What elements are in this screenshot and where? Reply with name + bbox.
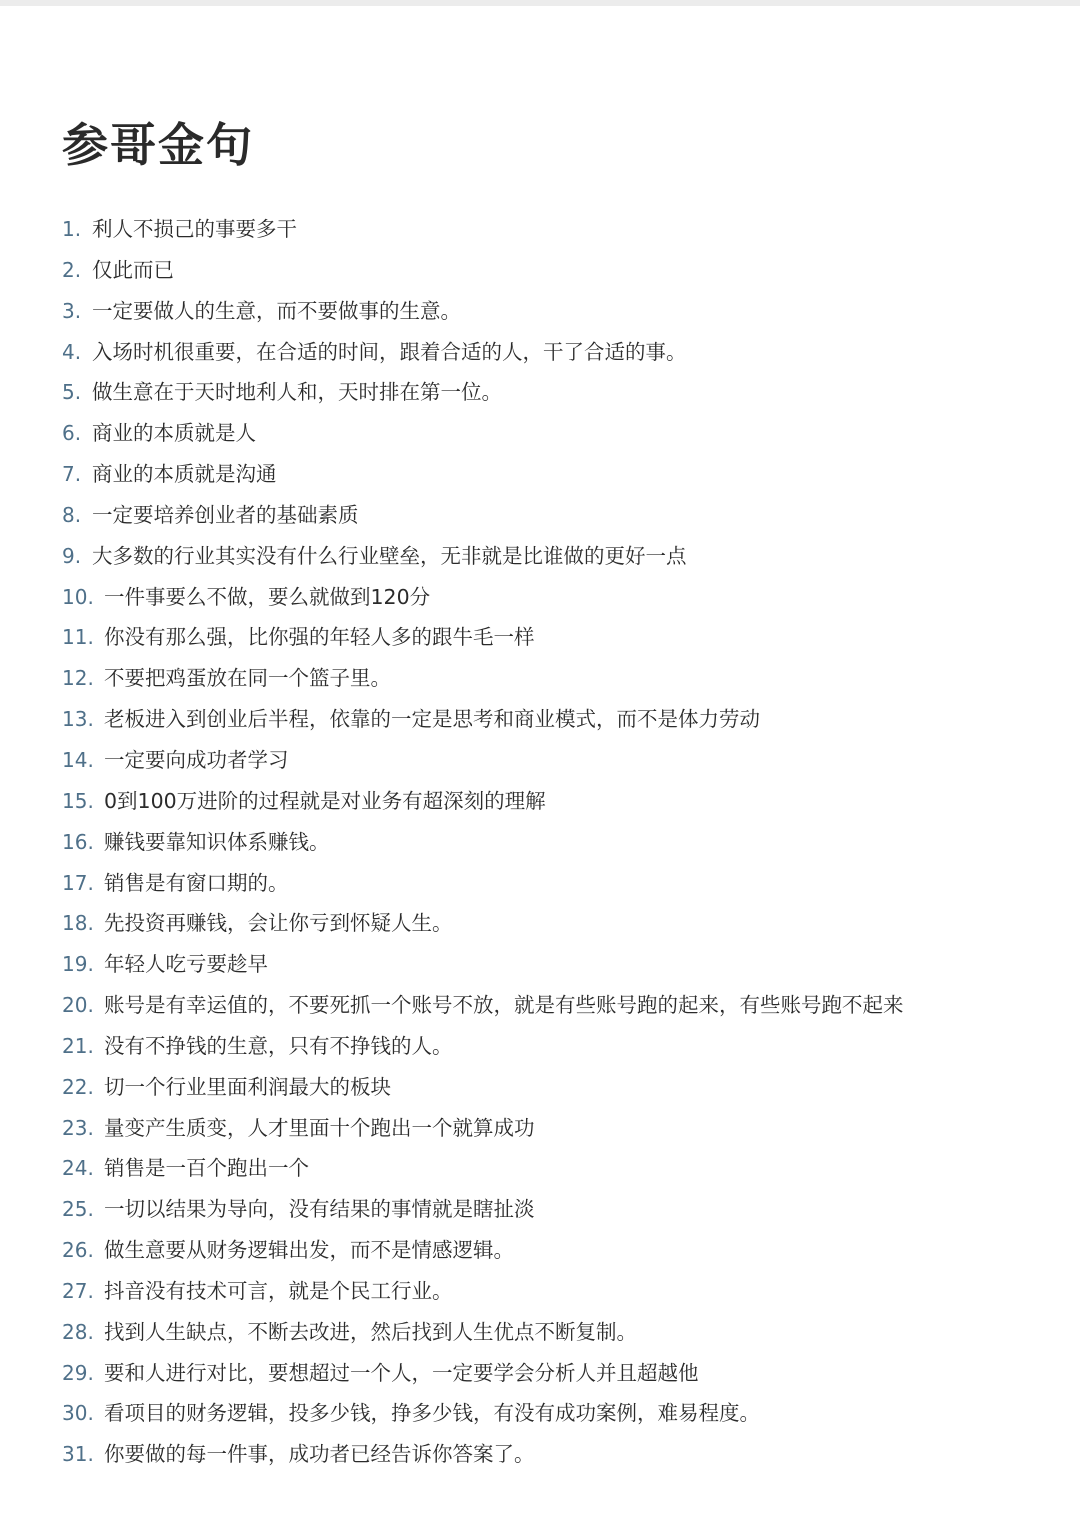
quote-text: 入场时机很重要，在合适的时间，跟着合适的人，干了合适的事。 — [92, 339, 687, 364]
quote-text: 一定要培养创业者的基础素质 — [92, 502, 359, 527]
quote-text: 0到100万进阶的过程就是对业务有超深刻的理解 — [104, 788, 546, 813]
page-title: 参哥金句 — [62, 118, 254, 172]
quote-number: 20. — [62, 993, 94, 1018]
quote-number: 21. — [62, 1033, 94, 1058]
quote-number: 18. — [62, 911, 94, 936]
quote-number: 29. — [62, 1360, 94, 1385]
quote-number: 5. — [62, 380, 82, 405]
quote-number: 27. — [62, 1278, 94, 1303]
quote-text: 先投资再赚钱，会让你亏到怀疑人生。 — [104, 911, 453, 936]
quote-text: 年轻人吃亏要趁早 — [104, 952, 268, 977]
quote-number: 24. — [62, 1156, 94, 1181]
quote-text: 老板进入到创业后半程，依靠的一定是思考和商业模式，而不是体力劳动 — [104, 707, 760, 732]
quote-number: 15. — [62, 788, 94, 813]
quote-number: 16. — [62, 829, 94, 854]
quote-text: 利人不损己的事要多干 — [92, 217, 297, 241]
quote-number: 19. — [62, 952, 94, 977]
quote-number: 14. — [62, 747, 94, 772]
quote-number: 6. — [62, 421, 82, 446]
quote-text: 要和人进行对比，要想超过一个人，一定要学会分析人并且超越他 — [104, 1360, 699, 1385]
quote-text: 商业的本质就是沟通 — [92, 462, 277, 487]
quote-text: 做生意在于天时地利人和，天时排在第一位。 — [92, 380, 502, 405]
quote-number: 9. — [62, 543, 82, 568]
quote-text: 账号是有幸运值的，不要死抓一个账号不放，就是有些账号跑的起来，有些账号跑不起来 — [104, 993, 904, 1018]
quote-number: 26. — [62, 1238, 94, 1263]
quote-text: 销售是一百个跑出一个 — [104, 1156, 309, 1181]
quote-number: 13. — [62, 707, 94, 732]
quote-text: 一切以结果为导向，没有结果的事情就是瞎扯淡 — [104, 1197, 535, 1222]
quote-number: 22. — [62, 1074, 94, 1099]
quote-text: 抖音没有技术可言，就是个民工行业。 — [104, 1278, 453, 1303]
quote-number: 23. — [62, 1115, 94, 1140]
quote-number: 1. — [62, 217, 82, 241]
quote-text: 没有不挣钱的生意，只有不挣钱的人。 — [104, 1033, 453, 1058]
quote-number: 31. — [62, 1442, 94, 1467]
quote-text: 一定要向成功者学习 — [104, 747, 289, 772]
quote-number: 12. — [62, 666, 94, 691]
quote-text: 看项目的财务逻辑，投多少钱，挣多少钱，有没有成功案例，难易程度。 — [104, 1401, 760, 1426]
top-divider-bar — [0, 0, 1080, 6]
quote-text: 大多数的行业其实没有什么行业壁垒，无非就是比谁做的更好一点 — [92, 543, 687, 568]
quote-number: 7. — [62, 462, 82, 487]
quote-number: 25. — [62, 1197, 94, 1222]
quote-text: 找到人生缺点，不断去改进，然后找到人生优点不断复制。 — [104, 1319, 637, 1344]
quote-number: 11. — [62, 625, 94, 650]
quote-number: 10. — [62, 584, 94, 609]
quote-text: 做生意要从财务逻辑出发，而不是情感逻辑。 — [104, 1238, 514, 1263]
quote-text: 量变产生质变，人才里面十个跑出一个就算成功 — [104, 1115, 535, 1140]
quote-text: 你要做的每一件事，成功者已经告诉你答案了。 — [104, 1442, 535, 1467]
quote-text: 一件事要么不做，要么就做到120分 — [104, 584, 431, 609]
quote-text: 赚钱要靠知识体系赚钱。 — [104, 829, 330, 854]
quote-number: 30. — [62, 1401, 94, 1426]
quote-number: 2. — [62, 257, 82, 282]
quote-number: 17. — [62, 870, 94, 895]
quote-number: 3. — [62, 298, 82, 323]
quote-text: 你没有那么强，比你强的年轻人多的跟牛毛一样 — [104, 625, 535, 650]
quote-text: 商业的本质就是人 — [92, 421, 256, 446]
quote-number: 8. — [62, 502, 82, 527]
quote-number: 28. — [62, 1319, 94, 1344]
quote-text: 销售是有窗口期的。 — [104, 870, 289, 895]
quote-text: 一定要做人的生意，而不要做事的生意。 — [92, 298, 461, 323]
quote-number: 4. — [62, 339, 82, 364]
quote-text: 不要把鸡蛋放在同一个篮子里。 — [104, 666, 391, 691]
quote-text: 仅此而已 — [92, 257, 174, 282]
quote-text: 切一个行业里面利润最大的板块 — [104, 1074, 391, 1099]
